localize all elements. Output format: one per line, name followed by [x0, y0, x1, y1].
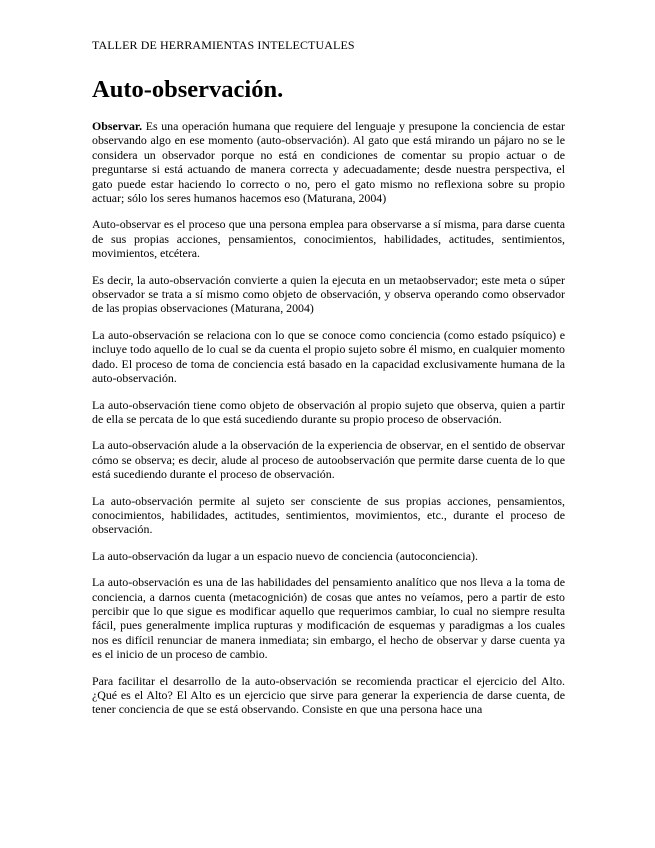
paragraph-text: Es una operación humana que requiere del lenguaje y presupone la conciencia de estar observando algo en ese momento (auto-observación). Al gato que está mirando un pájaro no se le considera un observador porque no está en condiciones de comentar su propio actuar o de preguntarse si está actuando de manera correcta y adecuadamente; desde nuestra perspectiva, el gato puede estar haciendo lo correcto o no, pero el gato mismo no reflexiona sobre su propio actuar; sólo los seres humanos hacemos eso (Maturana, 2004): [92, 119, 565, 206]
paragraph: La auto-observación permite al sujeto ser consciente de sus propias acciones, pensamientos, conocimientos, habilidades, actitudes, sentimientos, movimientos, etc., durante el proceso de observación.: [92, 493, 565, 537]
paragraph-lead-term: Observar.: [92, 119, 143, 133]
running-header: TALLER DE HERRAMIENTAS INTELECTUALES: [92, 38, 355, 52]
paragraph: La auto-observación da lugar a un espacio nuevo de conciencia (autoconciencia).: [92, 548, 478, 563]
paragraph: La auto-observación se relaciona con lo que se conoce como conciencia (como estado psíquico) e incluye todo aquello de lo cual se da cuenta el propio sujeto sobre él mismo, en cualquier momento dado. El proceso de toma de conciencia está basado en la capacidad exclusivamente humana de la auto-observación.: [92, 327, 565, 386]
page-title: Auto-observación.: [92, 76, 284, 103]
paragraph: Auto-observar es el proceso que una persona emplea para observarse a sí misma, para darse cuenta de sus propias acciones, pensamientos, conocimientos, habilidades, actitudes, sentimientos, movimientos, etcétera.: [92, 217, 565, 261]
paragraph: Para facilitar el desarrollo de la auto-observación se recomienda practicar el ejercicio del Alto. ¿Qué es el Alto? El Alto es un ejercicio que sirve para generar la experiencia de darse cuenta, de tener conciencia de que se está observando. Consiste en que una persona hace una: [92, 673, 565, 717]
paragraph: La auto-observación tiene como objeto de observación al propio sujeto que observa, quien a partir de ella se percata de lo que está sucediendo durante su propio proceso de observación.: [92, 397, 565, 426]
paragraph: Es decir, la auto-observación convierte a quien la ejecuta en un metaobservador; este meta o súper observador se trata a sí mismo como objeto de observación, y observa operando como observador de las propias observaciones (Maturana, 2004): [92, 272, 565, 316]
paragraph: La auto-observación alude a la observación de la experiencia de observar, en el sentido de observar cómo se observa; es decir, alude al proceso de autoobservación que permite darse cuenta de lo que está sucediendo durante el proceso de observación.: [92, 438, 565, 482]
document-body: [92, 119, 565, 729]
paragraph-observar: [92, 119, 565, 205]
paragraph: La auto-observación es una de las habilidades del pensamiento analítico que nos lleva a la toma de conciencia, a darnos cuenta (metacognición) de cosas que antes no veíamos, pero a partir de esto percibir que lo que sigue es modificar aquello que requerimos cambiar, lo cual no siempre resulta fácil, pues generalmente implica rupturas y modificación de esquemas y paradigmas a los cuales nos es difícil renunciar de manera inmediata; sin embargo, el hecho de observar y darse cuenta ya es el inicio de un proceso de cambio.: [92, 575, 565, 662]
